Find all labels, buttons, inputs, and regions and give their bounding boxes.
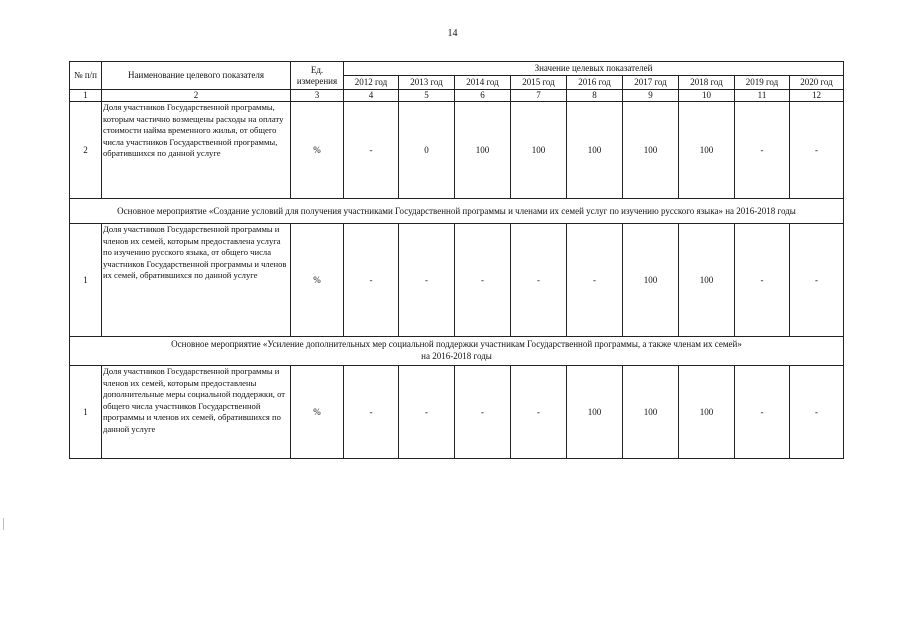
indicator-value: 100 <box>623 102 679 199</box>
indicator-unit: % <box>291 102 344 199</box>
header-year: 2014 год <box>455 76 511 90</box>
column-number: 7 <box>511 90 567 102</box>
header-year: 2018 год <box>679 76 735 90</box>
indicator-value: - <box>399 224 455 337</box>
indicator-name: Доля участников Государственной программы и членов их семей, которым предоставлена услуга по изучению русского языка, от общего числа участников Государственной программы и членов их семей, обратившихся по данной услуге <box>102 224 291 337</box>
indicator-value: - <box>790 102 844 199</box>
indicator-value: - <box>735 102 790 199</box>
indicator-value: - <box>455 366 511 459</box>
column-number: 4 <box>344 90 399 102</box>
indicator-value: 100 <box>511 102 567 199</box>
row-number: 2 <box>70 102 102 199</box>
indicator-value: 100 <box>679 224 735 337</box>
header-year: 2019 год <box>735 76 790 90</box>
indicator-value: - <box>790 366 844 459</box>
page-number: 14 <box>447 28 458 39</box>
indicator-value: 100 <box>623 366 679 459</box>
column-numbering-row <box>70 90 844 102</box>
section-title <box>70 337 844 366</box>
indicator-unit: % <box>291 224 344 337</box>
header-number: № п/п <box>70 62 102 90</box>
indicator-value: - <box>735 366 790 459</box>
column-number: 11 <box>735 90 790 102</box>
table-row <box>70 102 844 199</box>
target-indicators-table <box>69 61 844 459</box>
column-number: 2 <box>102 90 291 102</box>
header-year: 2016 год <box>567 76 623 90</box>
header-year: 2020 год <box>790 76 844 90</box>
column-number: 6 <box>455 90 511 102</box>
column-number: 1 <box>70 90 102 102</box>
section-title-line: на 2016-2018 годы <box>421 351 492 361</box>
indicator-value: - <box>344 102 399 199</box>
section-row <box>70 199 844 224</box>
row-number: 1 <box>70 366 102 459</box>
indicator-unit: % <box>291 366 344 459</box>
header-year: 2017 год <box>623 76 679 90</box>
header-indicator-name: Наименование целевого показателя <box>102 62 291 90</box>
section-title-line: Основное мероприятие «Усиление дополнительных мер социальной поддержки участникам Государственной программы, а также членам их семей» <box>171 339 742 350</box>
section-title: Основное мероприятие «Создание условий для получения участниками Государственной программы и членами их семей услуг по изучению русского языка» на 2016-2018 годы <box>70 199 844 224</box>
indicator-value: 0 <box>399 102 455 199</box>
scan-edge-mark <box>3 518 4 530</box>
indicator-value: 100 <box>623 224 679 337</box>
indicator-value: - <box>735 224 790 337</box>
indicator-value: 100 <box>679 366 735 459</box>
row-number: 1 <box>70 224 102 337</box>
indicator-value: - <box>399 366 455 459</box>
header-year: 2013 год <box>399 76 455 90</box>
table-row <box>70 366 844 459</box>
header-row <box>70 62 844 76</box>
indicator-value: - <box>511 366 567 459</box>
column-number: 8 <box>567 90 623 102</box>
indicator-value: 100 <box>455 102 511 199</box>
section-row <box>70 337 844 366</box>
indicator-name: Доля участников Государственной программы и членов их семей, которым предоставлены дополнительные меры социальной поддержки, от общего числа участников Государственной программы и членов их семей, обратившихся по данной услуге <box>102 366 291 459</box>
header-year: 2012 год <box>344 76 399 90</box>
indicator-value: 100 <box>567 366 623 459</box>
header-values-group: Значение целевых показателей <box>344 62 844 76</box>
indicator-value: - <box>790 224 844 337</box>
table-row <box>70 224 844 337</box>
header-unit: Ед. измерения <box>291 62 344 90</box>
column-number: 12 <box>790 90 844 102</box>
indicator-value: - <box>511 224 567 337</box>
header-year: 2015 год <box>511 76 567 90</box>
indicator-value: - <box>344 366 399 459</box>
indicator-value: 100 <box>567 102 623 199</box>
column-number: 5 <box>399 90 455 102</box>
indicator-value: - <box>455 224 511 337</box>
indicator-name: Доля участников Государственной программы, которым частично возмещены расходы на оплату стоимости найма временного жилья, от общего числа участников Государственной программы, обратившихся по данной услуге <box>102 102 291 199</box>
column-number: 10 <box>679 90 735 102</box>
column-number: 9 <box>623 90 679 102</box>
indicator-value: 100 <box>679 102 735 199</box>
column-number: 3 <box>291 90 344 102</box>
indicator-value: - <box>344 224 399 337</box>
indicator-value: - <box>567 224 623 337</box>
